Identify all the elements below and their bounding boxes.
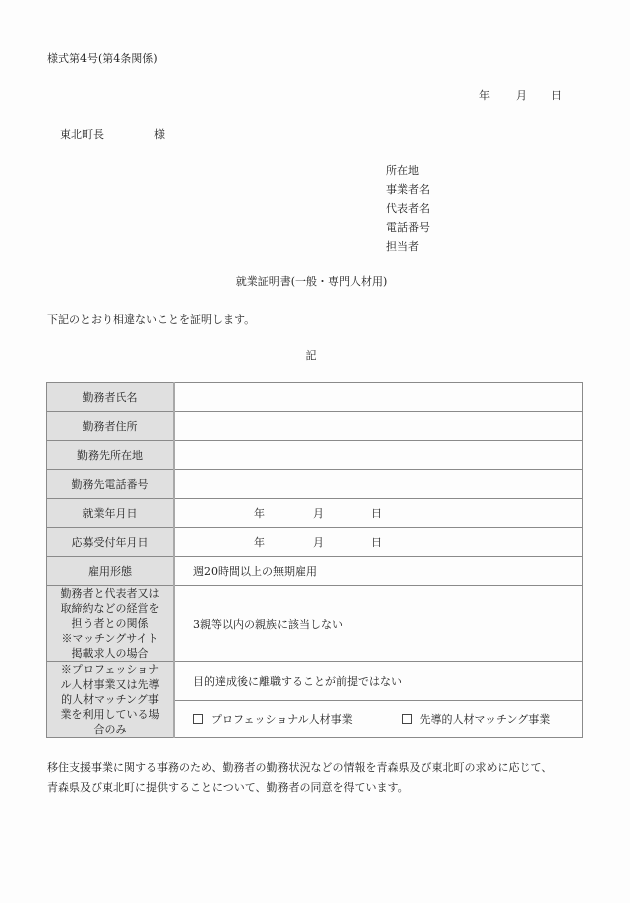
- employment-date-month: 月: [313, 507, 324, 520]
- addressee-honorific: 様: [154, 128, 165, 141]
- date-day: 日: [551, 89, 562, 102]
- form-number: 様式第4号(第4条関係): [47, 52, 158, 65]
- employment-type-label: 雇用形態: [47, 557, 175, 586]
- table-row-workplace-phone: [47, 470, 583, 499]
- checkbox-leading-matching-label: 先導的人材マッチング事業: [419, 712, 551, 726]
- document-title: 就業証明書(一般・専門人材用): [235, 275, 388, 288]
- employment-date-year: 年: [254, 507, 265, 520]
- issue-date: [479, 87, 562, 103]
- table-row-worker-address: [47, 412, 583, 441]
- table-row-worker-name: [47, 383, 583, 412]
- applicant-block: [386, 161, 430, 256]
- worker-name-field[interactable]: [174, 383, 583, 412]
- date-month: 月: [516, 89, 527, 102]
- workplace-address-field[interactable]: [174, 441, 583, 470]
- checkbox-professional-talent[interactable]: [193, 711, 398, 727]
- workplace-phone-field[interactable]: [174, 470, 583, 499]
- applicant-contact-person-label: 担当者: [386, 240, 419, 253]
- application-date-month: 月: [313, 536, 324, 549]
- addressee-name: 東北町長: [60, 128, 104, 141]
- date-year: 年: [479, 89, 490, 102]
- table-row-application-date: [47, 528, 583, 557]
- relationship-value: 3親等以内の親族に該当しない: [174, 586, 583, 662]
- table-row-relationship: [47, 586, 583, 662]
- worker-address-field[interactable]: [174, 412, 583, 441]
- checkbox-box-icon[interactable]: [402, 714, 412, 724]
- addressee: [60, 126, 165, 142]
- consent-line-2: 青森県及び東北町に提供することについて、勤務者の同意を得ています。: [47, 781, 409, 794]
- professional-statement: 目的達成後に離職することが前提ではない: [174, 662, 583, 701]
- consent-statement: [47, 758, 552, 798]
- worker-name-label: 勤務者氏名: [47, 383, 175, 412]
- application-date-day: 日: [371, 536, 382, 549]
- certification-statement: 下記のとおり相違ないことを証明します。: [47, 313, 256, 326]
- checkbox-leading-matching[interactable]: [402, 711, 551, 727]
- table-row-employment-date: [47, 499, 583, 528]
- relationship-label: 勤務者と代表者又は 取締約などの経営を 担う者との関係 ※マッチングサイト 掲載求人の場合: [47, 586, 175, 662]
- application-date-year: 年: [254, 536, 265, 549]
- applicant-phone-label: 電話番号: [386, 221, 430, 234]
- employment-type-value: 週20時間以上の無期雇用: [174, 557, 583, 586]
- checkbox-box-icon[interactable]: [193, 714, 203, 724]
- applicant-business-name-label: 事業者名: [386, 183, 430, 196]
- professional-label: ※プロフェッショナ ル人材事業又は先導 的人材マッチング事 業を利用している場 合のみ: [47, 662, 175, 738]
- application-date-label: 応募受付年月日: [47, 528, 175, 557]
- workplace-phone-label: 勤務先電話番号: [47, 470, 175, 499]
- table-row-employment-type: [47, 557, 583, 586]
- checkbox-professional-talent-label: プロフェッショナル人材事業: [211, 712, 353, 726]
- table-row-workplace-address: [47, 441, 583, 470]
- employment-date-field[interactable]: [174, 499, 583, 528]
- employment-date-day: 日: [371, 507, 382, 520]
- application-date-field[interactable]: [174, 528, 583, 557]
- applicant-address-label: 所在地: [386, 164, 419, 177]
- professional-checkbox-group: [174, 700, 583, 738]
- workplace-address-label: 勤務先所在地: [47, 441, 175, 470]
- consent-line-1: 移住支援事業に関する事務のため、勤務者の勤務状況などの情報を青森県及び東北町の求めに応じて、: [47, 761, 553, 774]
- ki-heading: 記: [305, 349, 317, 362]
- employment-info-table: [46, 382, 583, 738]
- applicant-representative-label: 代表者名: [386, 202, 430, 215]
- table-row-professional: [47, 662, 583, 701]
- employment-date-label: 就業年月日: [47, 499, 175, 528]
- worker-address-label: 勤務者住所: [47, 412, 175, 441]
